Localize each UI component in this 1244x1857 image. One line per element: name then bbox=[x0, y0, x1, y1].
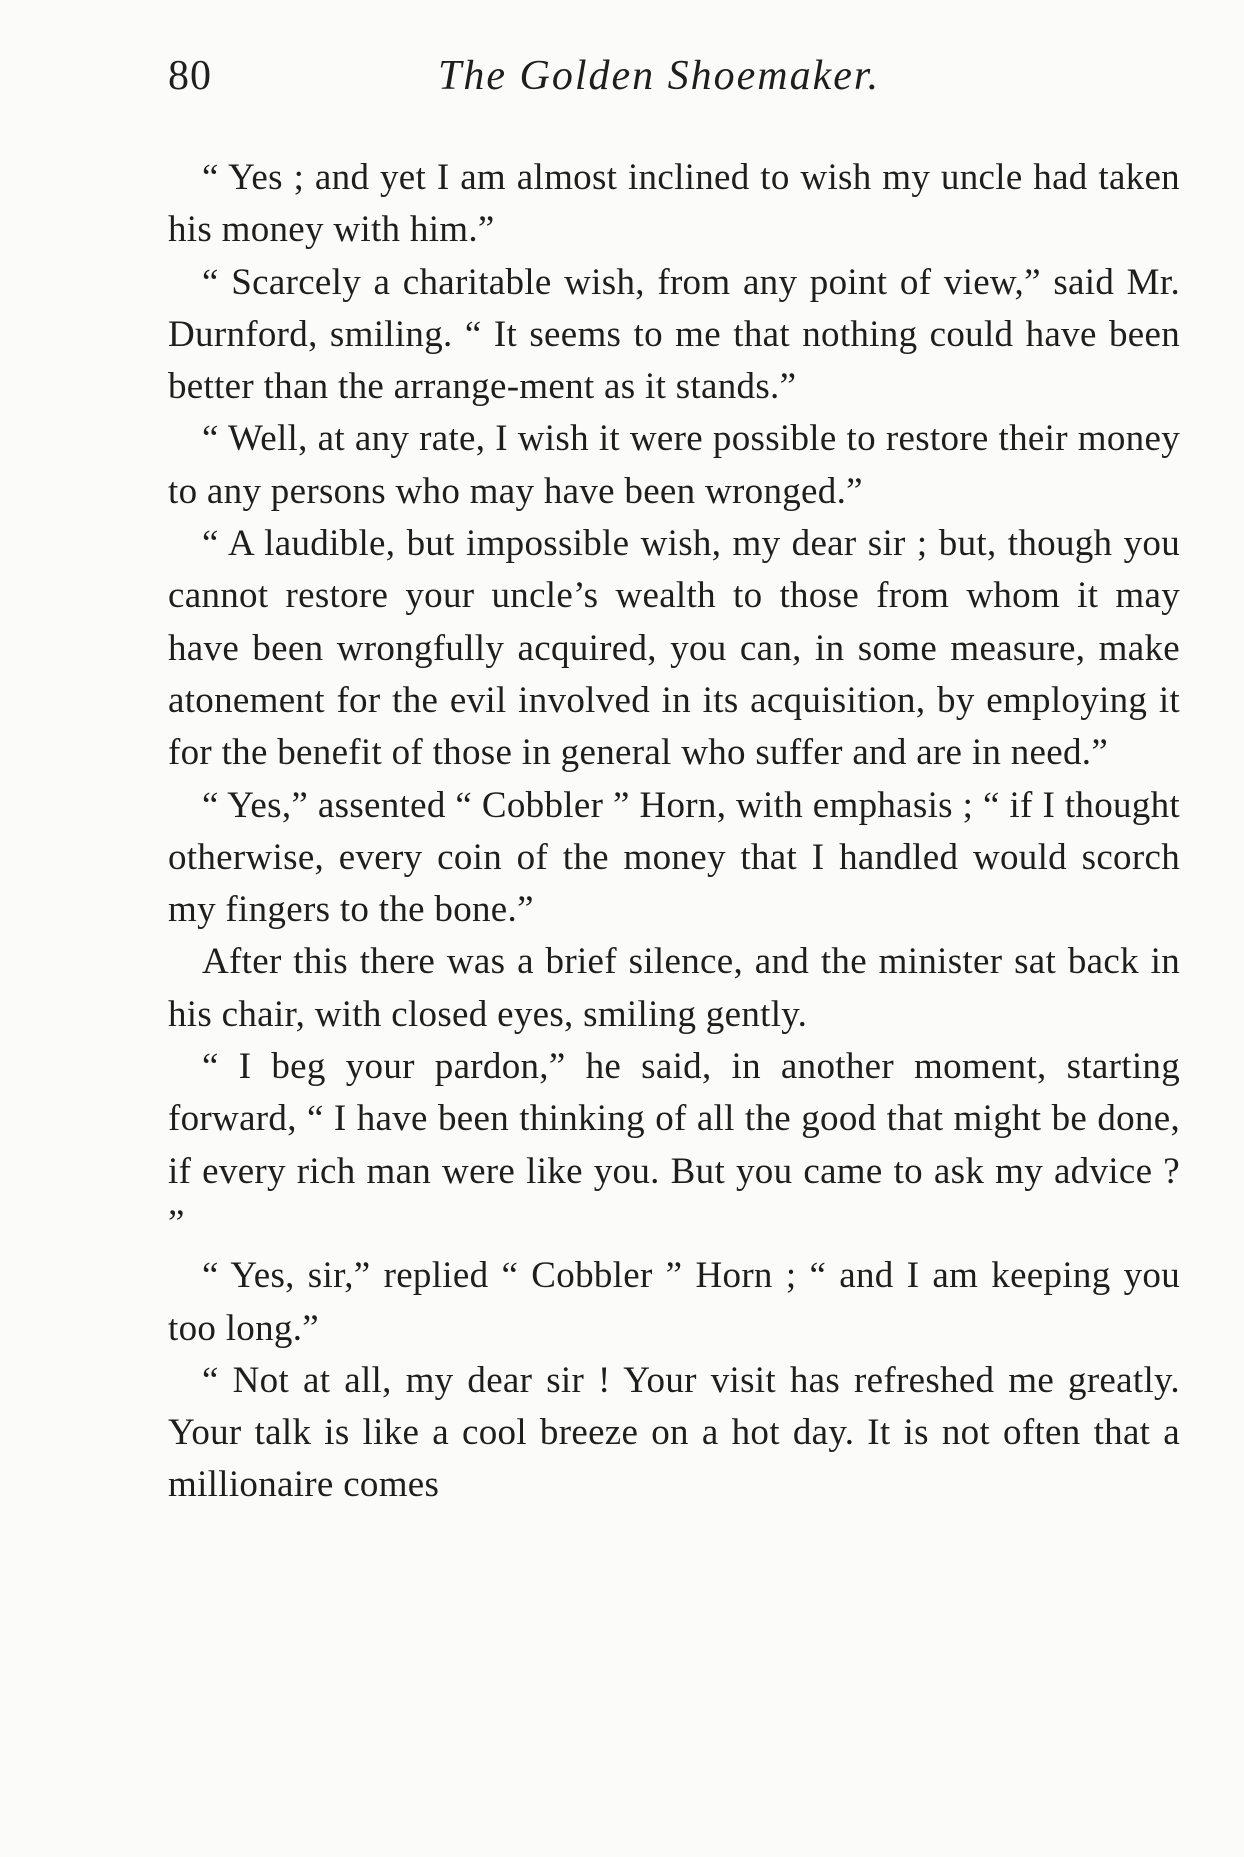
paragraph: “ Yes, sir,” replied “ Cobbler ” Horn ; “ and I am keeping you too long.” bbox=[168, 1255, 1180, 1349]
paragraph: “ I beg your pardon,” he said, in another moment, starting forward, “ I have been thinking of all the good that might be done, if every rich man were like you. But you came to ask my advice ? ” bbox=[168, 1046, 1180, 1244]
paragraph: “ Well, at any rate, I wish it were possible to restore their money to any persons who may have been wronged.” bbox=[168, 418, 1180, 512]
paragraph: “ A laudible, but impossible wish, my dear sir ; but, though you cannot restore your uncle’s wealth to those from whom it may have been wrongfully acquired, you can, in some measure, make atonement for the evil involved in its acquisition, by employing it for the benefit of those in general who suffer and are in need.” bbox=[168, 523, 1180, 774]
running-title: The Golden Shoemaker. bbox=[438, 53, 881, 99]
body-text bbox=[168, 152, 1180, 1512]
paragraph-last: “ Not at all, my dear sir ! Your visit has refreshed me greatly. Your talk is like a cool breeze on a hot day. It is not often that a millionaire comes bbox=[168, 1359, 1180, 1506]
paragraph: “ Scarcely a charitable wish, from any point of view,” said Mr. Durnford, smiling. “ It seems to me that nothing could have been better than the arrange-ment as it stands.” bbox=[168, 261, 1180, 408]
page-number: 80 bbox=[168, 53, 212, 99]
paragraph: “ Yes,” assented “ Cobbler ” Horn, with emphasis ; “ if I thought otherwise, every coin of the money that I handled would scorch my fingers to the bone.” bbox=[168, 784, 1180, 931]
paragraph: “ Yes ; and yet I am almost inclined to wish my uncle had taken his money with him.” bbox=[168, 157, 1180, 251]
paragraph: After this there was a brief silence, and the minister sat back in his chair, with closed eyes, smiling gently. bbox=[168, 941, 1180, 1035]
running-head bbox=[168, 52, 1180, 112]
